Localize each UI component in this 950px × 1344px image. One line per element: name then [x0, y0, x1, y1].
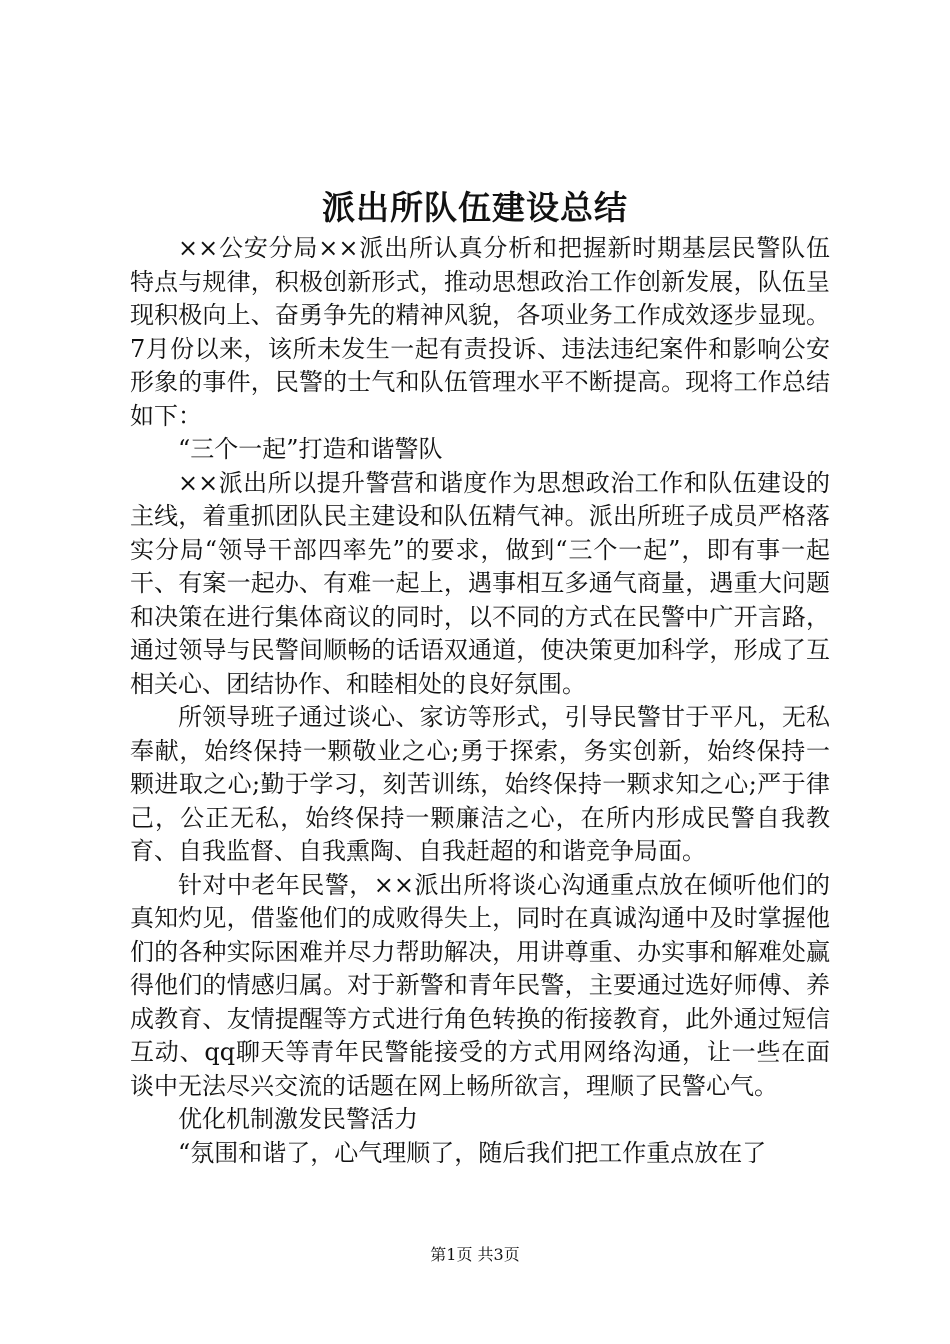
page-footer: 第1页 共3页 [430, 1245, 520, 1264]
section-heading-harmony: “三个一起”打造和谐警队 [178, 435, 443, 463]
paragraph-mechanism-start: “氛围和谐了，心气理顺了，随后我们把工作重点放在了 [178, 1138, 767, 1167]
paragraph-three-together: ××派出所以提升警营和谐度作为思想政治工作和队伍建设的主线，着重抓团队民主建设和队伍精气神。派出所班子成员严格落实分局“领导干部四率先”的要求，做到“三个一起”，即有事一起干、有案一起办、有难一起上，遇事相互多通气商量，遇重大问题和决策在进行集体商议的同时，以不同的方式在民警中广开言路，通过领导与民警间顺畅的话语双通道，使决策更加科学，形成了互相关心、团结协作、和睦相处的良好氛围。 [130, 468, 830, 698]
document-title: 派出所队伍建设总结 [322, 188, 628, 227]
paragraph-intro: ××公安分局××派出所认真分析和把握新时期基层民警队伍特点与规律，积极创新形式，推动思想政治工作创新发展，队伍呈现积极向上、奋勇争先的精神风貌，各项业务工作成效逐步显现。7月份以来，该所未发生一起有责投诉、违法违纪案件和影响公安形象的事件，民警的士气和队伍管理水平不断提高。现将工作总结如下： [130, 234, 830, 430]
section-heading-mechanism: 优化机制激发民警活力 [178, 1105, 418, 1133]
paragraph-communication: 针对中老年民警，××派出所将谈心沟通重点放在倾听他们的真知灼见，借鉴他们的成败得失上，同时在真诚沟通中及时掌握他们的各种实际困难并尽力帮助解决，用讲尊重、办实事和解难处赢得他们的情感归属。对于新警和青年民警，主要通过选好师傅、养成教育、友情提醒等方式进行角色转换的衔接教育，此外通过短信互动、qq聊天等青年民警能接受的方式用网络沟通，让一些在面谈中无法尽兴交流的话题在网上畅所欲言，理顺了民警心气。 [130, 870, 830, 1100]
document-body [130, 232, 830, 1170]
paragraph-leadership: 所领导班子通过谈心、家访等形式，引导民警甘于平凡，无私奉献，始终保持一颗敬业之心;勇于探索，务实创新，始终保持一颗进取之心;勤于学习，刻苦训练，始终保持一颗求知之心;严于律己，公正无私，始终保持一颗廉洁之心，在所内形成民警自我教育、自我监督、自我熏陶、自我赶超的和谐竞争局面。 [130, 703, 830, 865]
